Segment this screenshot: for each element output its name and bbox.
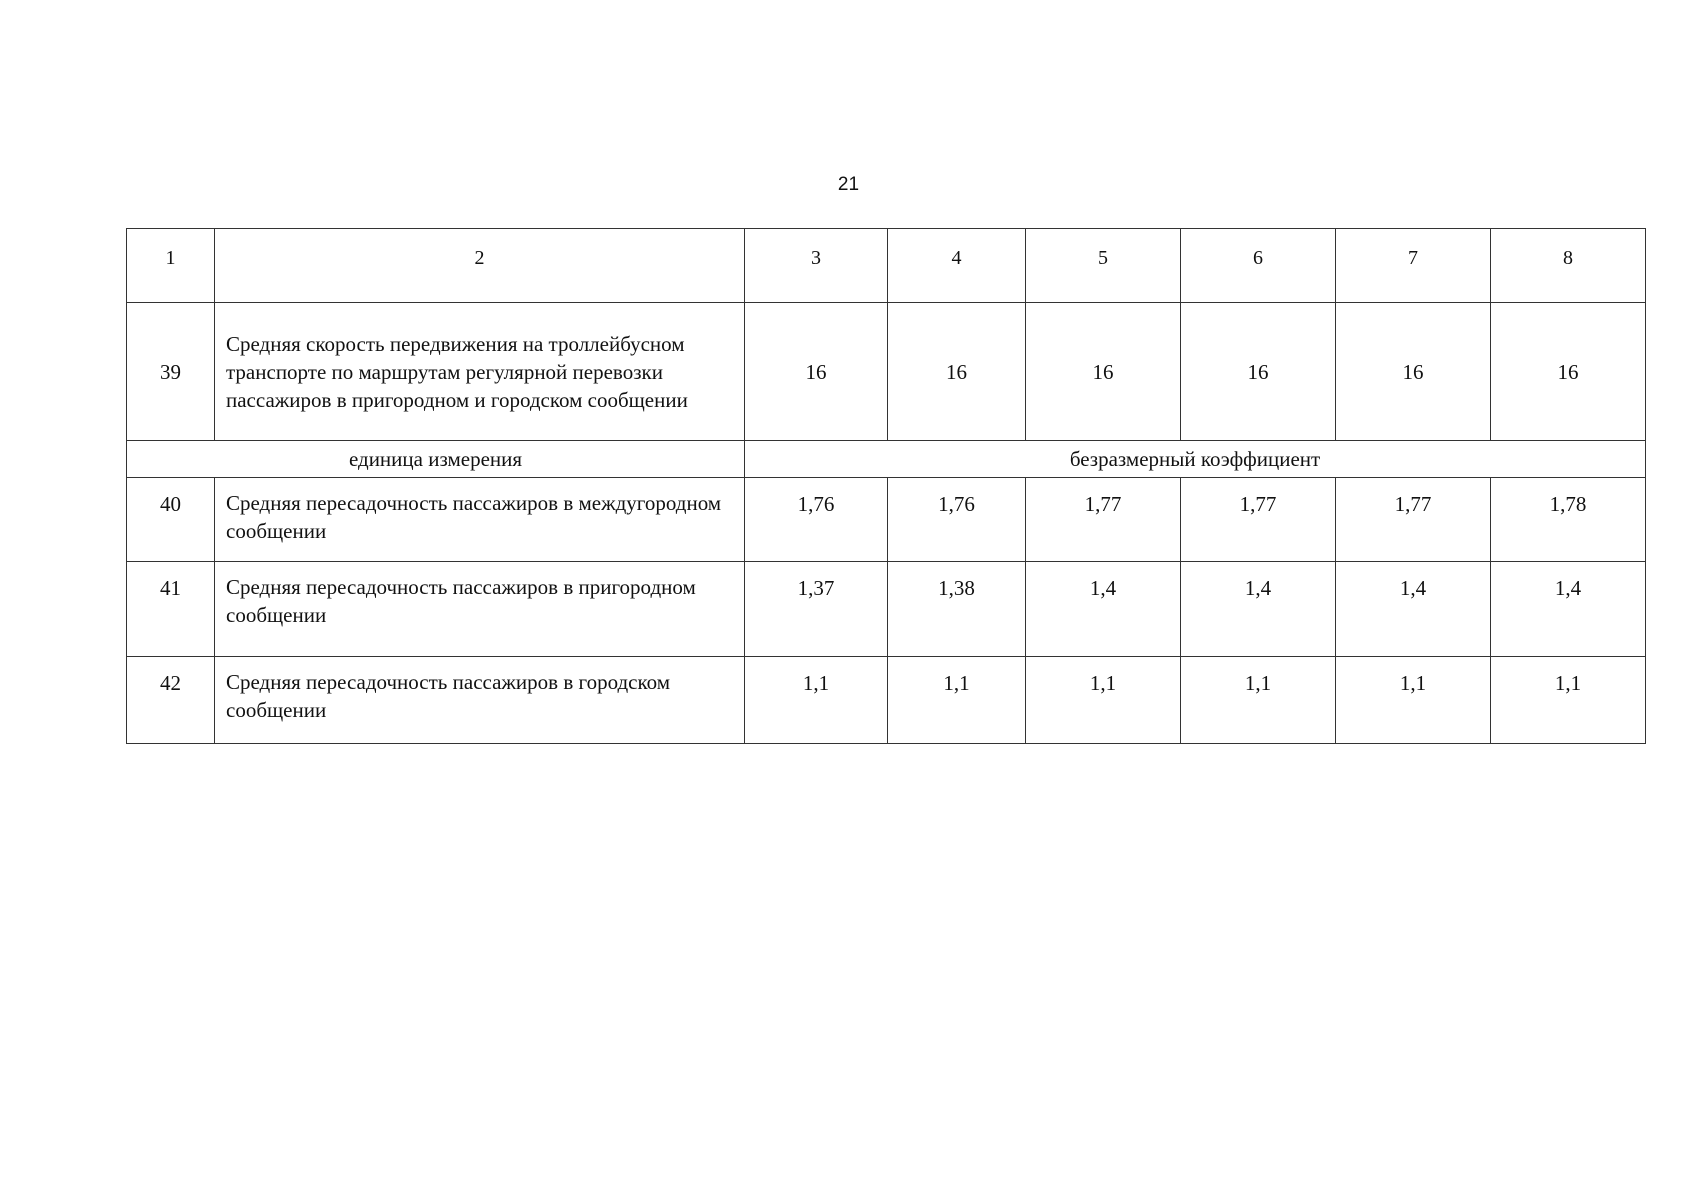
page-number: 21 [837,174,860,195]
value-cell: 1,4 [1491,562,1646,657]
value-cell: 1,4 [1181,562,1336,657]
row-number: 39 [127,303,215,441]
value-cell: 1,77 [1181,478,1336,562]
row-number: 42 [127,657,215,744]
value-cell: 1,76 [745,478,888,562]
value-cell: 1,1 [888,657,1026,744]
table-header-row [127,229,1646,303]
unit-value: безразмерный коэффициент [745,441,1646,478]
value-cell: 16 [888,303,1026,441]
table-row [127,657,1646,744]
value-cell: 1,78 [1491,478,1646,562]
value-cell: 1,1 [1491,657,1646,744]
value-cell: 1,4 [1336,562,1491,657]
row-number: 41 [127,562,215,657]
row-description: Средняя пересадочность пассажиров в междугородном сообщении [215,478,745,562]
row-number: 40 [127,478,215,562]
header-cell: 8 [1491,229,1646,303]
header-cell: 1 [127,229,215,303]
table-row [127,478,1646,562]
header-cell: 7 [1336,229,1491,303]
row-description: Средняя пересадочность пассажиров в городском сообщении [215,657,745,744]
value-cell: 16 [1026,303,1181,441]
header-cell: 4 [888,229,1026,303]
value-cell: 1,77 [1336,478,1491,562]
table-row [127,303,1646,441]
value-cell: 1,76 [888,478,1026,562]
unit-label: единица измерения [127,441,745,478]
value-cell: 16 [1181,303,1336,441]
header-cell: 5 [1026,229,1181,303]
value-cell: 1,77 [1026,478,1181,562]
data-table [126,228,1646,744]
value-cell: 1,37 [745,562,888,657]
value-cell: 1,1 [1336,657,1491,744]
value-cell: 1,1 [745,657,888,744]
header-cell: 3 [745,229,888,303]
value-cell: 16 [1491,303,1646,441]
header-cell: 2 [215,229,745,303]
unit-row [127,441,1646,478]
value-cell: 1,4 [1026,562,1181,657]
value-cell: 16 [745,303,888,441]
value-cell: 1,1 [1181,657,1336,744]
value-cell: 16 [1336,303,1491,441]
header-cell: 6 [1181,229,1336,303]
row-description: Средняя скорость передвижения на троллейбусном транспорте по маршрутам регулярной перевозки пассажиров в пригородном и городском сообщении [215,303,745,441]
table-row [127,562,1646,657]
value-cell: 1,1 [1026,657,1181,744]
row-description: Средняя пересадочность пассажиров в пригородном сообщении [215,562,745,657]
value-cell: 1,38 [888,562,1026,657]
